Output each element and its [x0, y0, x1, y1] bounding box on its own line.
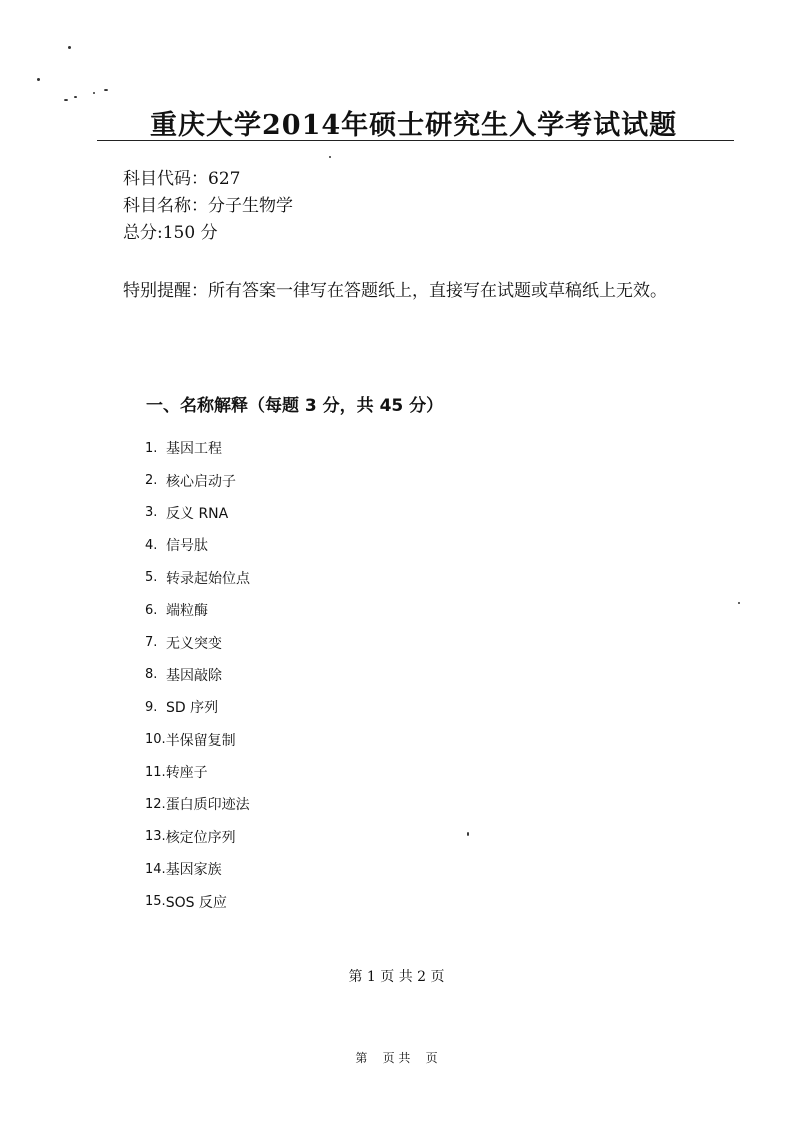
scan-speck [329, 156, 331, 158]
question-text: 端粒酶 [166, 603, 208, 620]
question-text: 半保留复制 [165, 732, 236, 749]
question-item [145, 788, 545, 820]
question-item [145, 529, 545, 561]
question-item [145, 594, 545, 626]
question-number: 12. [145, 796, 166, 812]
question-text: 核心启动子 [166, 473, 236, 490]
question-number: 7. [145, 635, 158, 651]
section-heading: 一、名称解释（每题 3 分，共 45 分） [146, 396, 444, 416]
question-text: 无义突变 [166, 635, 222, 652]
question-text: 转录起始位点 [166, 570, 250, 587]
question-number: 10. [145, 732, 166, 748]
scan-speck [37, 78, 40, 81]
page-footer: 第 页 共 页 [355, 1051, 438, 1065]
total-score: 总分:150 分 [123, 223, 218, 243]
question-number: 9. [145, 699, 158, 715]
question-text: 基因敲除 [166, 667, 222, 684]
question-number: 15. [145, 894, 166, 910]
question-item [145, 464, 545, 496]
page-count: 第 1 页 共 2 页 [348, 969, 445, 985]
question-item [145, 756, 545, 788]
question-item [145, 659, 545, 691]
question-text: 基因家族 [165, 862, 222, 879]
question-item [145, 885, 545, 917]
question-list [145, 432, 545, 918]
scan-speck [93, 92, 95, 94]
title-underline [97, 140, 734, 141]
question-item [145, 724, 545, 756]
scan-speck [467, 832, 469, 836]
exam-title: 重庆大学2014年硕士研究生入学考试试题 [150, 110, 678, 141]
question-text: 基因工程 [166, 441, 222, 458]
scan-speck [104, 89, 108, 91]
scan-speck [68, 46, 71, 49]
question-number: 6. [145, 602, 158, 618]
question-number: 2. [145, 473, 158, 489]
subject-code: 科目代码：627 [123, 169, 241, 189]
question-item [145, 821, 545, 853]
question-text: 信号肽 [166, 538, 208, 555]
question-text: SD 序列 [166, 700, 219, 717]
question-number: 8. [145, 667, 158, 683]
question-item [145, 562, 545, 594]
scan-speck [74, 96, 77, 98]
subject-name: 科目名称：分子生物学 [123, 196, 293, 216]
scan-speck [64, 99, 68, 101]
scan-speck [738, 602, 740, 604]
special-notice: 特别提醒：所有答案一律写在答题纸上，直接写在试题或草稿纸上无效。 [123, 281, 667, 301]
question-number: 4. [145, 537, 158, 553]
question-item [145, 691, 545, 723]
question-text: 核定位序列 [165, 829, 236, 846]
question-number: 13. [145, 829, 166, 845]
question-number: 11. [145, 764, 166, 780]
question-item [145, 432, 545, 464]
question-text: 蛋白质印迹法 [165, 797, 250, 814]
question-text: SOS 反应 [165, 894, 227, 911]
question-number: 3. [145, 505, 158, 521]
question-item [145, 853, 545, 885]
question-item [145, 626, 545, 658]
question-number: 14. [145, 861, 166, 877]
question-text: 转座子 [165, 765, 208, 782]
question-number: 5. [145, 570, 158, 586]
question-text: 反义 RNA [166, 505, 229, 522]
question-item [145, 497, 545, 529]
question-number: 1. [145, 440, 158, 456]
